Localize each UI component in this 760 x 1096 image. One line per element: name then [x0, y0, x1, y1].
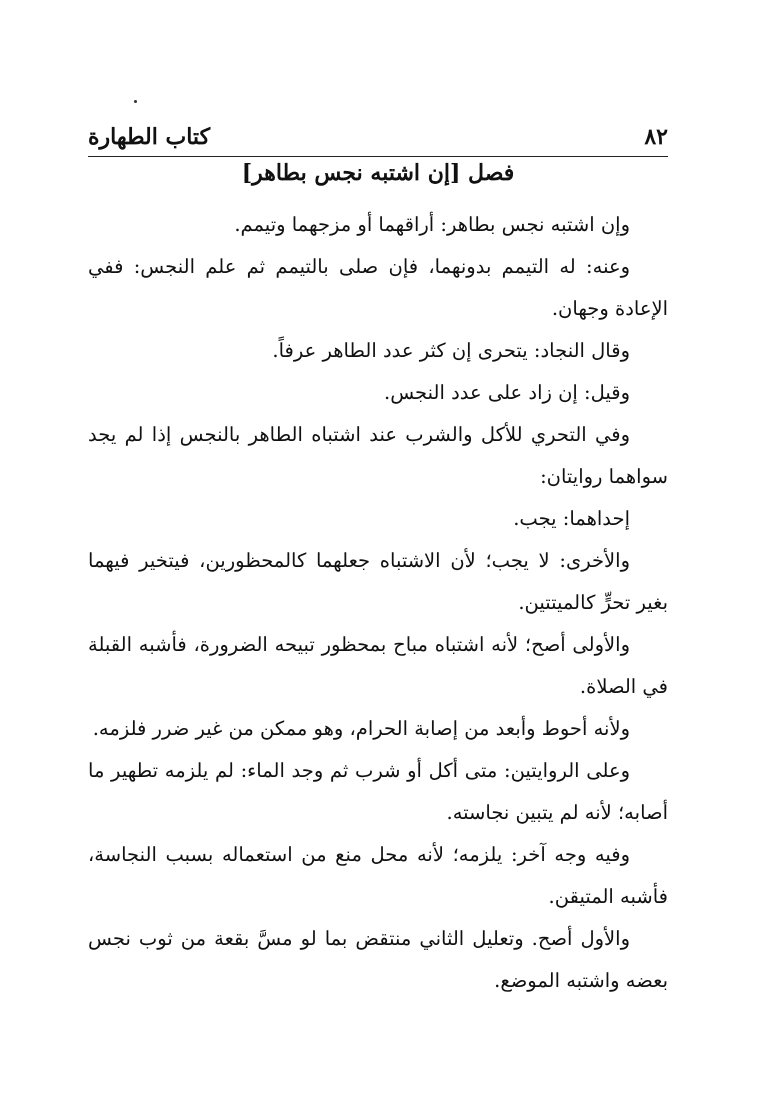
- paragraph: والأولى أصح؛ لأنه اشتباه مباح بمحظور تبيحه الضرورة، فأشبه القبلة في الصلاة.: [88, 633, 668, 698]
- paragraph: ولأنه أحوط وأبعد من إصابة الحرام، وهو ممكن من غير ضرر فلزمه.: [92, 717, 630, 740]
- page-number: ٨٢: [644, 124, 668, 150]
- paragraph: وفيه وجه آخر: يلزمه؛ لأنه محل منع من استعماله بسبب النجاسة، فأشبه المتيقن.: [88, 843, 668, 908]
- paragraph: إحداهما: يجب.: [513, 507, 630, 530]
- paragraph: وقيل: إن زاد على عدد النجس.: [384, 381, 630, 404]
- paragraph: وعنه: له التيمم بدونهما، فإن صلى بالتيمم ثم علم النجس: ففي الإعادة وجهان.: [88, 255, 668, 320]
- running-head-title: كتاب الطهارة: [88, 124, 211, 150]
- paragraph: وقال النجاد: يتحرى إن كثر عدد الطاهر عرفاً.: [272, 339, 630, 362]
- paragraph: وعلى الروايتين: متى أكل أو شرب ثم وجد الماء: لم يلزمه تطهير ما أصابه؛ لأنه لم يتبين نجاسته.: [88, 759, 668, 824]
- section-title: فصل [إن اشتبه نجس بطاهر]: [241, 160, 515, 186]
- paragraph: وفي التحري للأكل والشرب عند اشتباه الطاهر بالنجس إذا لم يجد سواهما روايتان:: [88, 423, 668, 488]
- paragraph: والأول أصح. وتعليل الثاني منتقض بما لو مسَّ بقعة من ثوب نجس بعضه واشتبه الموضع.: [88, 927, 668, 992]
- body-text: [88, 204, 668, 1002]
- ink-speck: [134, 100, 137, 103]
- page-header: [88, 122, 668, 157]
- paragraph: والأخرى: لا يجب؛ لأن الاشتباه جعلهما كالمحظورين، فيتخير فيهما بغير تحرٍّ كالميتتين.: [88, 549, 668, 614]
- paragraph: وإن اشتبه نجس بطاهر: أراقهما أو مزجهما وتيمم.: [234, 213, 630, 236]
